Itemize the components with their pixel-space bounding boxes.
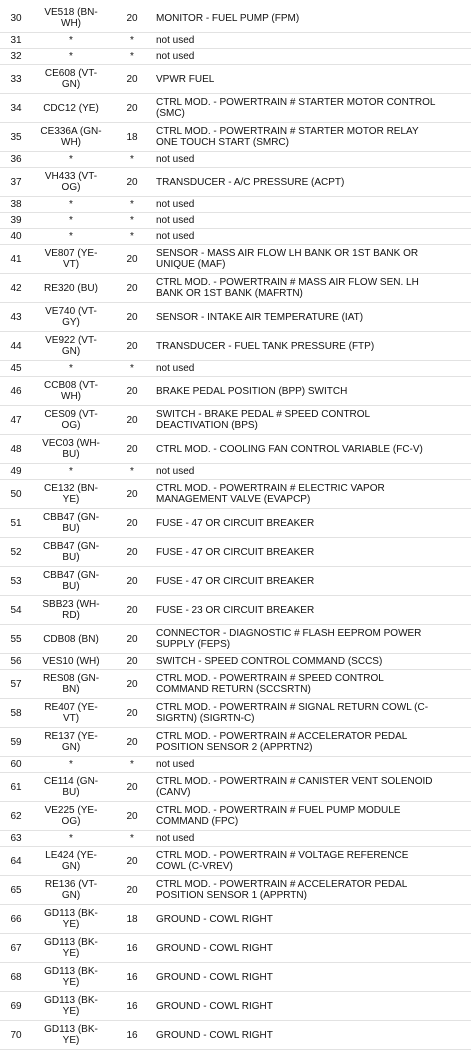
wire-gauge: 20 [126,707,138,719]
pin-number: 50 [10,488,22,500]
table-row [0,728,471,757]
table-row [0,33,471,49]
wire-code: GD113 (BK- YE) [44,1024,98,1046]
wire-code: VE518 (BN- WH) [44,7,98,29]
wire-code: CE608 (VT- GN) [44,68,98,90]
wire-gauge: 20 [126,575,138,587]
pin-number: 67 [10,942,22,954]
wire-gauge: * [130,51,134,62]
wire-code: CBB47 (GN- BU) [42,541,100,563]
circuit-description: CTRL MOD. - POWERTRAIN # ACCELERATOR PEDAL POSITION SENSOR 1 (APPRTN) [156,879,408,901]
pin-number: 39 [10,215,22,226]
wire-code: CES09 (VT- OG) [44,409,98,431]
circuit-description: CTRL MOD. - POWERTRAIN # ACCELERATOR PEDAL POSITION SENSOR 2 (APPRTN2) [156,731,408,753]
pin-number: 56 [10,656,22,667]
circuit-description: not used [156,51,195,62]
wire-code: VE225 (YE- OG) [44,805,98,827]
wire-gauge: 16 [126,971,138,983]
pin-number: 45 [10,363,22,374]
wire-code: CE336A (GN- WH) [40,126,102,148]
pin-number: 41 [10,253,22,265]
wire-code: RE407 (YE- VT) [44,702,98,724]
circuit-description: not used [156,154,195,165]
wire-code: CDB08 (BN) [43,633,99,645]
pin-number: 52 [10,546,22,558]
wire-gauge: * [130,363,134,374]
circuit-description: SWITCH - BRAKE PEDAL # SPEED CONTROL DEACTIVATION (BPS) [156,409,371,431]
wire-code: RE136 (VT- GN) [44,879,98,901]
pin-number: 37 [10,176,22,188]
wire-code: VEC03 (WH- BU) [42,438,100,460]
circuit-description: not used [156,199,195,210]
table-row [0,596,471,625]
table-row [0,303,471,332]
wire-gauge: 20 [126,311,138,323]
table-row [0,229,471,245]
wire-gauge: 20 [126,282,138,294]
circuit-description: TRANSDUCER - A/C PRESSURE (ACPT) [156,176,345,188]
wire-code: GD113 (BK- YE) [44,966,98,988]
table-row [0,245,471,274]
table-row [0,152,471,168]
wire-gauge: 20 [126,73,138,85]
wire-gauge: * [130,466,134,477]
wire-gauge: * [130,759,134,770]
wire-code: * [69,833,73,844]
wire-gauge: * [130,833,134,844]
pin-number: 32 [10,51,22,62]
wire-code: VES10 (WH) [42,656,100,667]
circuit-description: CTRL MOD. - POWERTRAIN # SPEED CONTROL COMMAND RETURN (SCCSRTN) [156,673,384,695]
wire-gauge: 16 [126,942,138,954]
circuit-description: CTRL MOD. - COOLING FAN CONTROL VARIABLE (FC-V) [156,443,423,455]
wire-code: VE807 (YE- VT) [44,248,98,270]
wire-gauge: * [130,154,134,165]
pin-number: 35 [10,131,22,143]
pin-number: 61 [10,781,22,793]
wire-gauge: 20 [126,253,138,265]
pin-number: 44 [10,340,22,352]
table-row [0,567,471,596]
table-row [0,654,471,670]
wire-code: * [69,35,73,46]
circuit-description: CTRL MOD. - POWERTRAIN # VOLTAGE REFERENCE COWL (C-VREV) [156,850,409,872]
circuit-description: CTRL MOD. - POWERTRAIN # STARTER MOTOR RELAY ONE TOUCH START (SMRC) [156,126,419,148]
wire-gauge: * [130,215,134,226]
circuit-description: not used [156,363,195,374]
table-row [0,464,471,480]
wire-gauge: 20 [126,633,138,645]
wire-gauge: 20 [126,488,138,500]
wire-code: SBB23 (WH- RD) [42,599,100,621]
pin-number: 42 [10,282,22,294]
table-row [0,377,471,406]
circuit-description: CTRL MOD. - POWERTRAIN # MASS AIR FLOW SEN. LH BANK OR 1ST BANK (MAFRTN) [156,277,419,299]
table-row [0,670,471,699]
circuit-description: CONNECTOR - DIAGNOSTIC # FLASH EEPROM POWER SUPPLY (FEPS) [156,628,422,650]
table-row [0,94,471,123]
circuit-description: CTRL MOD. - POWERTRAIN # ELECTRIC VAPOR MANAGEMENT VALVE (EVAPCP) [156,483,385,505]
wire-code: VE922 (VT- GN) [45,335,97,357]
table-row [0,274,471,303]
circuit-description: CTRL MOD. - POWERTRAIN # CANISTER VENT SOLENOID (CANV) [156,776,433,798]
pin-number: 33 [10,73,22,85]
circuit-description: not used [156,833,195,844]
pin-number: 46 [10,385,22,397]
circuit-description: SENSOR - INTAKE AIR TEMPERATURE (IAT) [156,311,364,323]
wire-gauge: 20 [126,102,138,114]
pin-number: 47 [10,414,22,426]
pin-number: 55 [10,633,22,645]
wire-gauge: 20 [126,176,138,188]
pin-number: 36 [10,154,22,165]
wire-code: VH433 (VT- OG) [44,171,98,193]
pin-number: 69 [10,1000,22,1012]
wire-gauge: * [130,199,134,210]
table-row [0,406,471,435]
wire-code: CBB47 (GN- BU) [42,512,100,534]
wire-code: * [69,466,73,477]
wire-gauge: 20 [126,385,138,397]
wire-gauge: 20 [126,678,138,690]
wire-code: * [69,51,73,62]
table-row [0,831,471,847]
wire-gauge: 18 [126,913,138,925]
pin-number: 54 [10,604,22,616]
circuit-description: FUSE - 47 OR CIRCUIT BREAKER [156,517,315,529]
circuit-description: GROUND - COWL RIGHT [156,942,273,954]
wire-code: CE114 (GN- BU) [43,776,99,798]
wire-code: * [69,215,73,226]
table-row [0,65,471,94]
wire-code: RES08 (GN- BN) [42,673,100,695]
circuit-description: TRANSDUCER - FUEL TANK PRESSURE (FTP) [156,340,375,352]
table-row [0,699,471,728]
table-row [0,802,471,831]
circuit-description: CTRL MOD. - POWERTRAIN # STARTER MOTOR CONTROL (SMC) [156,97,436,119]
table-row [0,4,471,33]
circuit-description: GROUND - COWL RIGHT [156,1029,273,1041]
wire-gauge: 20 [126,781,138,793]
table-row [0,934,471,963]
wire-code: RE137 (YE- GN) [44,731,98,753]
wire-code: * [69,363,73,374]
wire-code: CBB47 (GN- BU) [42,570,100,592]
table-row [0,361,471,377]
table-row [0,213,471,229]
table-row [0,435,471,464]
circuit-description: GROUND - COWL RIGHT [156,913,273,925]
table-row [0,847,471,876]
wire-gauge: 16 [126,1029,138,1041]
table-row [0,757,471,773]
wire-code: CDC12 (YE) [43,102,99,114]
wire-gauge: 20 [126,656,138,667]
pin-number: 49 [10,466,22,477]
wire-code: GD113 (BK- YE) [44,937,98,959]
wire-gauge: 20 [126,414,138,426]
circuit-description: FUSE - 47 OR CIRCUIT BREAKER [156,546,315,558]
circuit-description: CTRL MOD. - POWERTRAIN # FUEL PUMP MODULE COMMAND (FPC) [156,805,401,827]
pin-number: 40 [10,231,22,242]
wire-code: CCB08 (VT- WH) [44,380,98,402]
circuit-description: GROUND - COWL RIGHT [156,971,273,983]
wire-gauge: 16 [126,1000,138,1012]
wire-gauge: 20 [126,517,138,529]
pin-number: 34 [10,102,22,114]
wire-code: VE740 (VT- GY) [45,306,97,328]
pin-number: 60 [10,759,22,770]
wire-gauge: 20 [126,12,138,24]
pin-number: 38 [10,199,22,210]
table-row [0,123,471,152]
table-row [0,773,471,802]
wire-gauge: 20 [126,855,138,867]
pin-number: 64 [10,855,22,867]
wire-code: RE320 (BU) [44,282,98,294]
pin-number: 57 [10,678,22,690]
pin-number: 59 [10,736,22,748]
circuit-description: not used [156,466,195,477]
pin-number: 63 [10,833,22,844]
circuit-description: VPWR FUEL [156,73,215,85]
circuit-description: FUSE - 23 OR CIRCUIT BREAKER [156,604,315,616]
circuit-description: SWITCH - SPEED CONTROL COMMAND (SCCS) [156,656,383,667]
pin-number: 48 [10,443,22,455]
pin-number: 70 [10,1029,22,1041]
wire-gauge: 20 [126,736,138,748]
wire-code: * [69,231,73,242]
table-row [0,49,471,65]
pin-number: 58 [10,707,22,719]
wire-code: * [69,199,73,210]
wire-gauge: 20 [126,340,138,352]
circuit-description: GROUND - COWL RIGHT [156,1000,273,1012]
table-row [0,509,471,538]
pin-number: 43 [10,311,22,323]
table-row [0,168,471,197]
wire-gauge: 20 [126,443,138,455]
circuit-description: MONITOR - FUEL PUMP (FPM) [156,12,300,24]
table-row [0,992,471,1021]
pin-number: 51 [10,517,22,529]
wire-code: LE424 (YE- GN) [45,850,97,872]
table-row [0,876,471,905]
wire-code: CE132 (BN- YE) [44,483,98,505]
table-row [0,625,471,654]
wire-gauge: 20 [126,604,138,616]
pin-number: 62 [10,810,22,822]
circuit-description: CTRL MOD. - POWERTRAIN # SIGNAL RETURN COWL (C- SIGRTN) (SIGRTN-C) [156,702,429,724]
circuit-description: SENSOR - MASS AIR FLOW LH BANK OR 1ST BANK OR UNIQUE (MAF) [156,248,419,270]
wire-code: * [69,759,73,770]
table-row [0,197,471,213]
pin-number: 68 [10,971,22,983]
pin-number: 53 [10,575,22,587]
circuit-description: not used [156,759,195,770]
wire-code: GD113 (BK- YE) [44,995,98,1017]
wire-gauge: * [130,231,134,242]
circuit-description: FUSE - 47 OR CIRCUIT BREAKER [156,575,315,587]
wire-gauge: 20 [126,810,138,822]
wire-gauge: 20 [126,546,138,558]
wire-gauge: 18 [126,131,138,143]
wire-code: * [69,154,73,165]
wire-gauge: * [130,35,134,46]
table-row [0,905,471,934]
table-row [0,1021,471,1050]
circuit-description: not used [156,215,195,226]
table-row [0,538,471,567]
table-row [0,480,471,509]
circuit-description: not used [156,231,195,242]
wire-gauge: 20 [126,884,138,896]
pin-number: 30 [10,12,22,24]
pin-number: 31 [10,35,22,46]
pin-number: 66 [10,913,22,925]
table-row [0,963,471,992]
circuit-description: BRAKE PEDAL POSITION (BPP) SWITCH [156,385,348,397]
circuit-description: not used [156,35,195,46]
wire-code: GD113 (BK- YE) [44,908,98,930]
pin-number: 65 [10,884,22,896]
table-row [0,332,471,361]
